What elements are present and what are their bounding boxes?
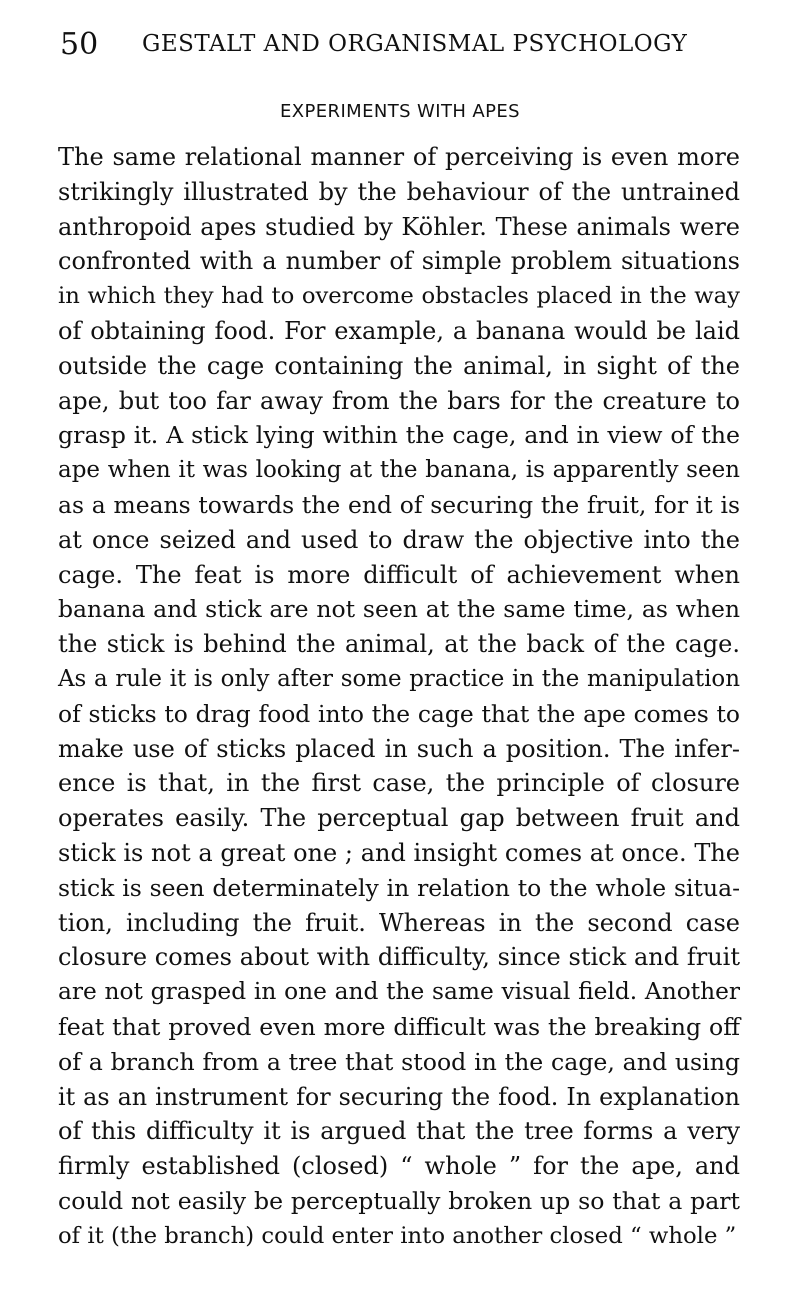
running-head (60, 24, 760, 64)
text-line: the stick is behind the animal, at the back of the cage. (58, 630, 740, 659)
text-line: closure comes about with difficulty, since stick and fruit (58, 943, 740, 972)
text-line: strikingly illustrated by the behaviour of the untrained (58, 177, 740, 206)
text-line: cage. The feat is more difficult of achievement when (58, 560, 740, 589)
section-heading: EXPERIMENTS WITH APES (280, 101, 520, 122)
text-line: ape, but too far away from the bars for the creature to (58, 386, 740, 415)
text-line: anthropoid apes studied by Köhler. These animals were (58, 212, 740, 241)
text-line: it as an instrument for securing the food. In explanation (58, 1082, 740, 1111)
text-line: ence is that, in the first case, the principle of closure (58, 769, 740, 798)
text-line: stick is not a great one ; and insight comes at once. The (58, 838, 740, 867)
text-line: stick is seen determinately in relation to the whole situa- (58, 873, 740, 902)
text-line: of this difficulty it is argued that the tree forms a very (58, 1117, 740, 1146)
text-line: of a branch from a tree that stood in the cage, and using (58, 1047, 740, 1076)
text-line: could not easily be perceptually broken up so that a part (58, 1186, 740, 1215)
text-line: confronted with a number of simple problem situations (58, 247, 740, 276)
text-line: in which they had to overcome obstacles placed in the way (58, 283, 740, 310)
text-line: As a rule it is only after some practice in the manipulation (58, 665, 740, 692)
text-line: grasp it. A stick lying within the cage, and in view of the (58, 421, 740, 450)
text-line: ape when it was looking at the banana, is apparently seen (58, 457, 740, 484)
text-line: operates easily. The perceptual gap between fruit and (58, 804, 740, 833)
text-line: of sticks to drag food into the cage that the ape comes to (58, 699, 740, 728)
text-line: are not grasped in one and the same visual field. Another (58, 978, 740, 1006)
text-line: feat that proved even more difficult was the breaking off (58, 1012, 740, 1041)
body-text (58, 140, 740, 1254)
running-title: GESTALT AND ORGANISMAL PSYCHOLOGY (142, 31, 688, 57)
page-number: 50 (60, 26, 99, 62)
text-line: of obtaining food. For example, a banana would be laid (58, 316, 740, 345)
text-line: as a means towards the end of securing the fruit, for it is (58, 490, 740, 519)
text-line: banana and stick are not seen at the same time, as when (58, 595, 740, 624)
text-line: outside the cage containing the animal, in sight of the (58, 351, 740, 380)
text-line: tion, including the fruit. Whereas in the second case (58, 908, 740, 937)
text-line: The same relational manner of perceiving is even more (58, 143, 740, 171)
text-line: firmly established (closed) “ whole ” for the ape, and (58, 1152, 740, 1181)
text-line: make use of sticks placed in such a position. The infer- (58, 734, 740, 763)
text-line: at once seized and used to draw the objective into the (58, 525, 740, 554)
text-line: of it (the branch) could enter into another closed “ whole ” (58, 1222, 737, 1249)
